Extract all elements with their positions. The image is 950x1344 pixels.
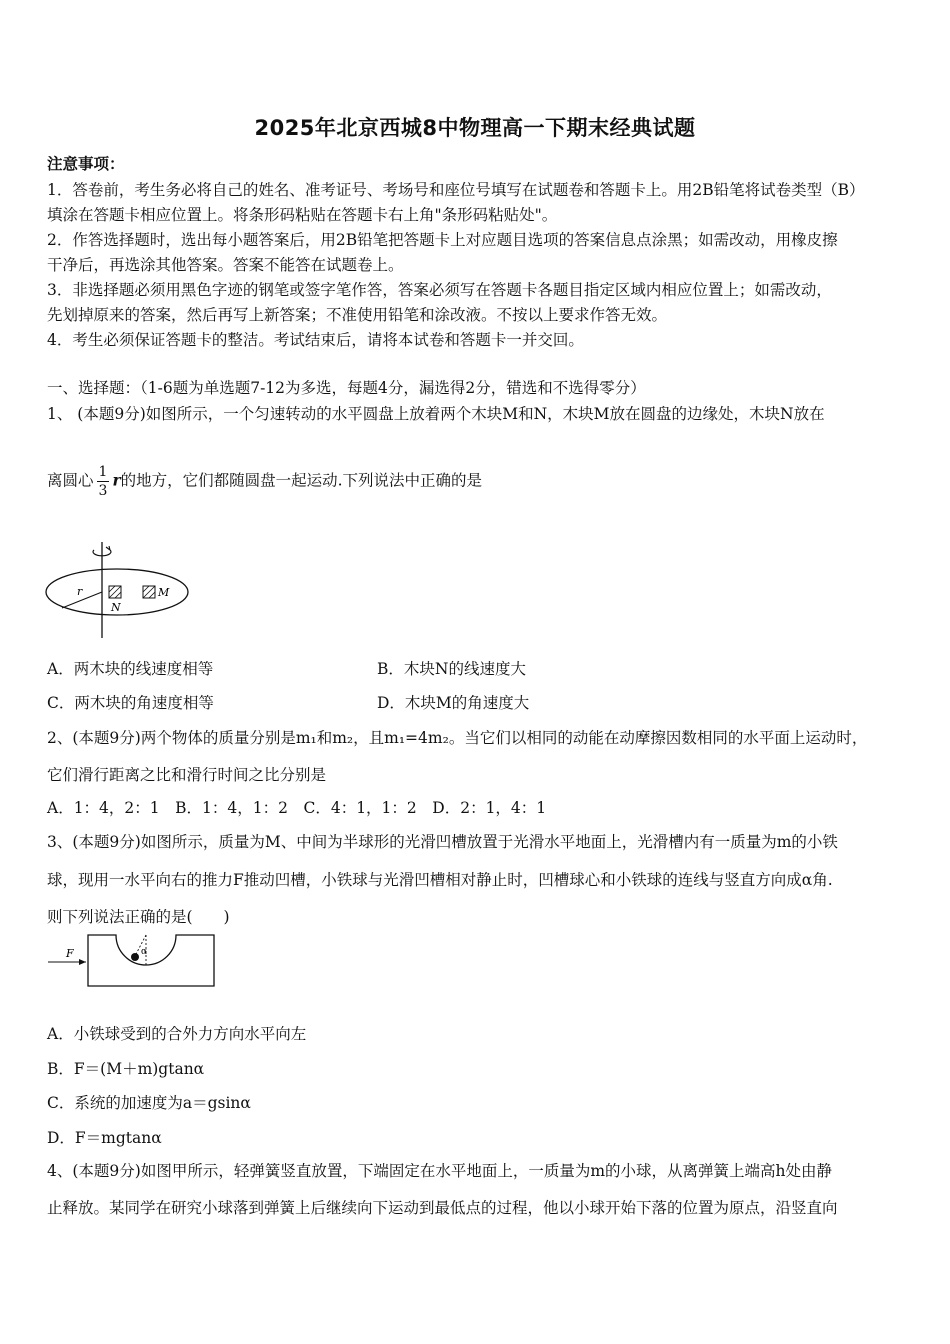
- notice-line: 2．作答选择题时，选出每小题答案后，用2B铅笔把答题卡上对应题目选项的答案信息点涂黑；如需改动，用橡皮擦: [47, 231, 838, 249]
- q4-stem-line2: 止释放。某同学在研究小球落到弹簧上后继续向下运动到最低点的过程，他以小球开始下落的位置为原点，沿竖直向: [47, 1199, 838, 1217]
- notice-line: 先划掉原来的答案，然后再写上新答案；不准使用铅笔和涂改液。不按以上要求作答无效。: [47, 306, 668, 324]
- q3-option-a: A．小铁球受到的合外力方向水平向左: [47, 1025, 307, 1043]
- q1-stem-line2: 离圆心 $\frac{1}{3}$ r的地方，它们都随圆盘一起运动.下列说法中正确的是: [47, 464, 483, 499]
- notice-line: 干净后，再选涂其他答案。答案不能答在试题卷上。: [47, 256, 404, 274]
- q3-groove-figure: [44, 932, 219, 992]
- q3-option-c: C．系统的加速度为a＝gsinα: [47, 1094, 251, 1112]
- notice-line: 填涂在答题卡相应位置上。将条形码粘贴在答题卡右上角"条形码粘贴处"。: [47, 206, 558, 224]
- q2-options: A．1：4，2：1 B．1：4，1：2 C．4：1，1：2 D．2：1，4：1: [47, 799, 547, 817]
- notice-heading: 注意事项：: [47, 154, 125, 173]
- section-heading: 一、选择题：（1-6题为单选题7-12为多选，每题4分，漏选得2分，错选和不选得零分）: [47, 379, 646, 397]
- q1-option-b: B．木块N的线速度大: [377, 660, 526, 678]
- notice-line: 4．考生必须保证答题卡的整洁。考试结束后，请将本试卷和答题卡一并交回。: [47, 331, 584, 349]
- q2-stem-line1: 2、(本题9分)两个物体的质量分别是m₁和m₂，且m₁=4m₂。当它们以相同的动能在动摩擦因数相同的水平面上运动时，: [47, 729, 868, 747]
- q1-stem-line1: 1、 (本题9分)如图所示，一个匀速转动的水平圆盘上放着两个木块M和N，木块M放在圆盘的边缘处，木块N放在: [47, 405, 825, 423]
- q4-stem-line1: 4、(本题9分)如图甲所示，轻弹簧竖直放置，下端固定在水平地面上，一质量为m的小球，从离弹簧上端高h处由静: [47, 1162, 833, 1180]
- q1-option-c: C．两木块的角速度相等: [47, 694, 214, 712]
- label-f: F: [66, 947, 74, 960]
- label-m: M: [158, 586, 170, 599]
- page-title: 2025年北京西城8中物理高一下期末经典试题: [254, 116, 696, 140]
- q3-stem-line3: 则下列说法正确的是( ): [47, 908, 230, 926]
- q3-stem-line2: 球，现用一水平向右的推力F推动凹槽，小铁球与光滑凹槽相对静止时，凹槽球心和小铁球的连线与竖直方向成α角.: [47, 871, 833, 889]
- notice-line: 3．非选择题必须用黑色字迹的钢笔或签字笔作答，答案必须写在答题卡各题目指定区域内相应位置上；如需改动，: [47, 281, 832, 299]
- fraction-one-third: $\frac{1}{3}$: [98, 464, 108, 499]
- q1-rotating-disk-figure: [40, 540, 190, 640]
- label-n: N: [111, 601, 121, 614]
- q3-option-d: D．F＝mgtanα: [47, 1129, 162, 1147]
- label-r: r: [77, 585, 83, 598]
- q1-option-a: A．两木块的线速度相等: [47, 660, 214, 678]
- q3-stem-line1: 3、(本题9分)如图所示，质量为M、中间为半球形的光滑凹槽放置于光滑水平地面上，光滑槽内有一质量为m的小铁: [47, 833, 838, 851]
- q2-stem-line2: 它们滑行距离之比和滑行时间之比分别是: [47, 766, 327, 784]
- q1-option-d: D．木块M的角速度大: [377, 694, 530, 712]
- label-alpha: α: [141, 947, 148, 957]
- notice-line: 1．答卷前，考生务必将自己的姓名、准考证号、考场号和座位号填写在试题卷和答题卡上。用2B铅笔将试卷类型（B）: [47, 181, 865, 199]
- q3-option-b: B．F＝(M＋m)gtanα: [47, 1060, 205, 1078]
